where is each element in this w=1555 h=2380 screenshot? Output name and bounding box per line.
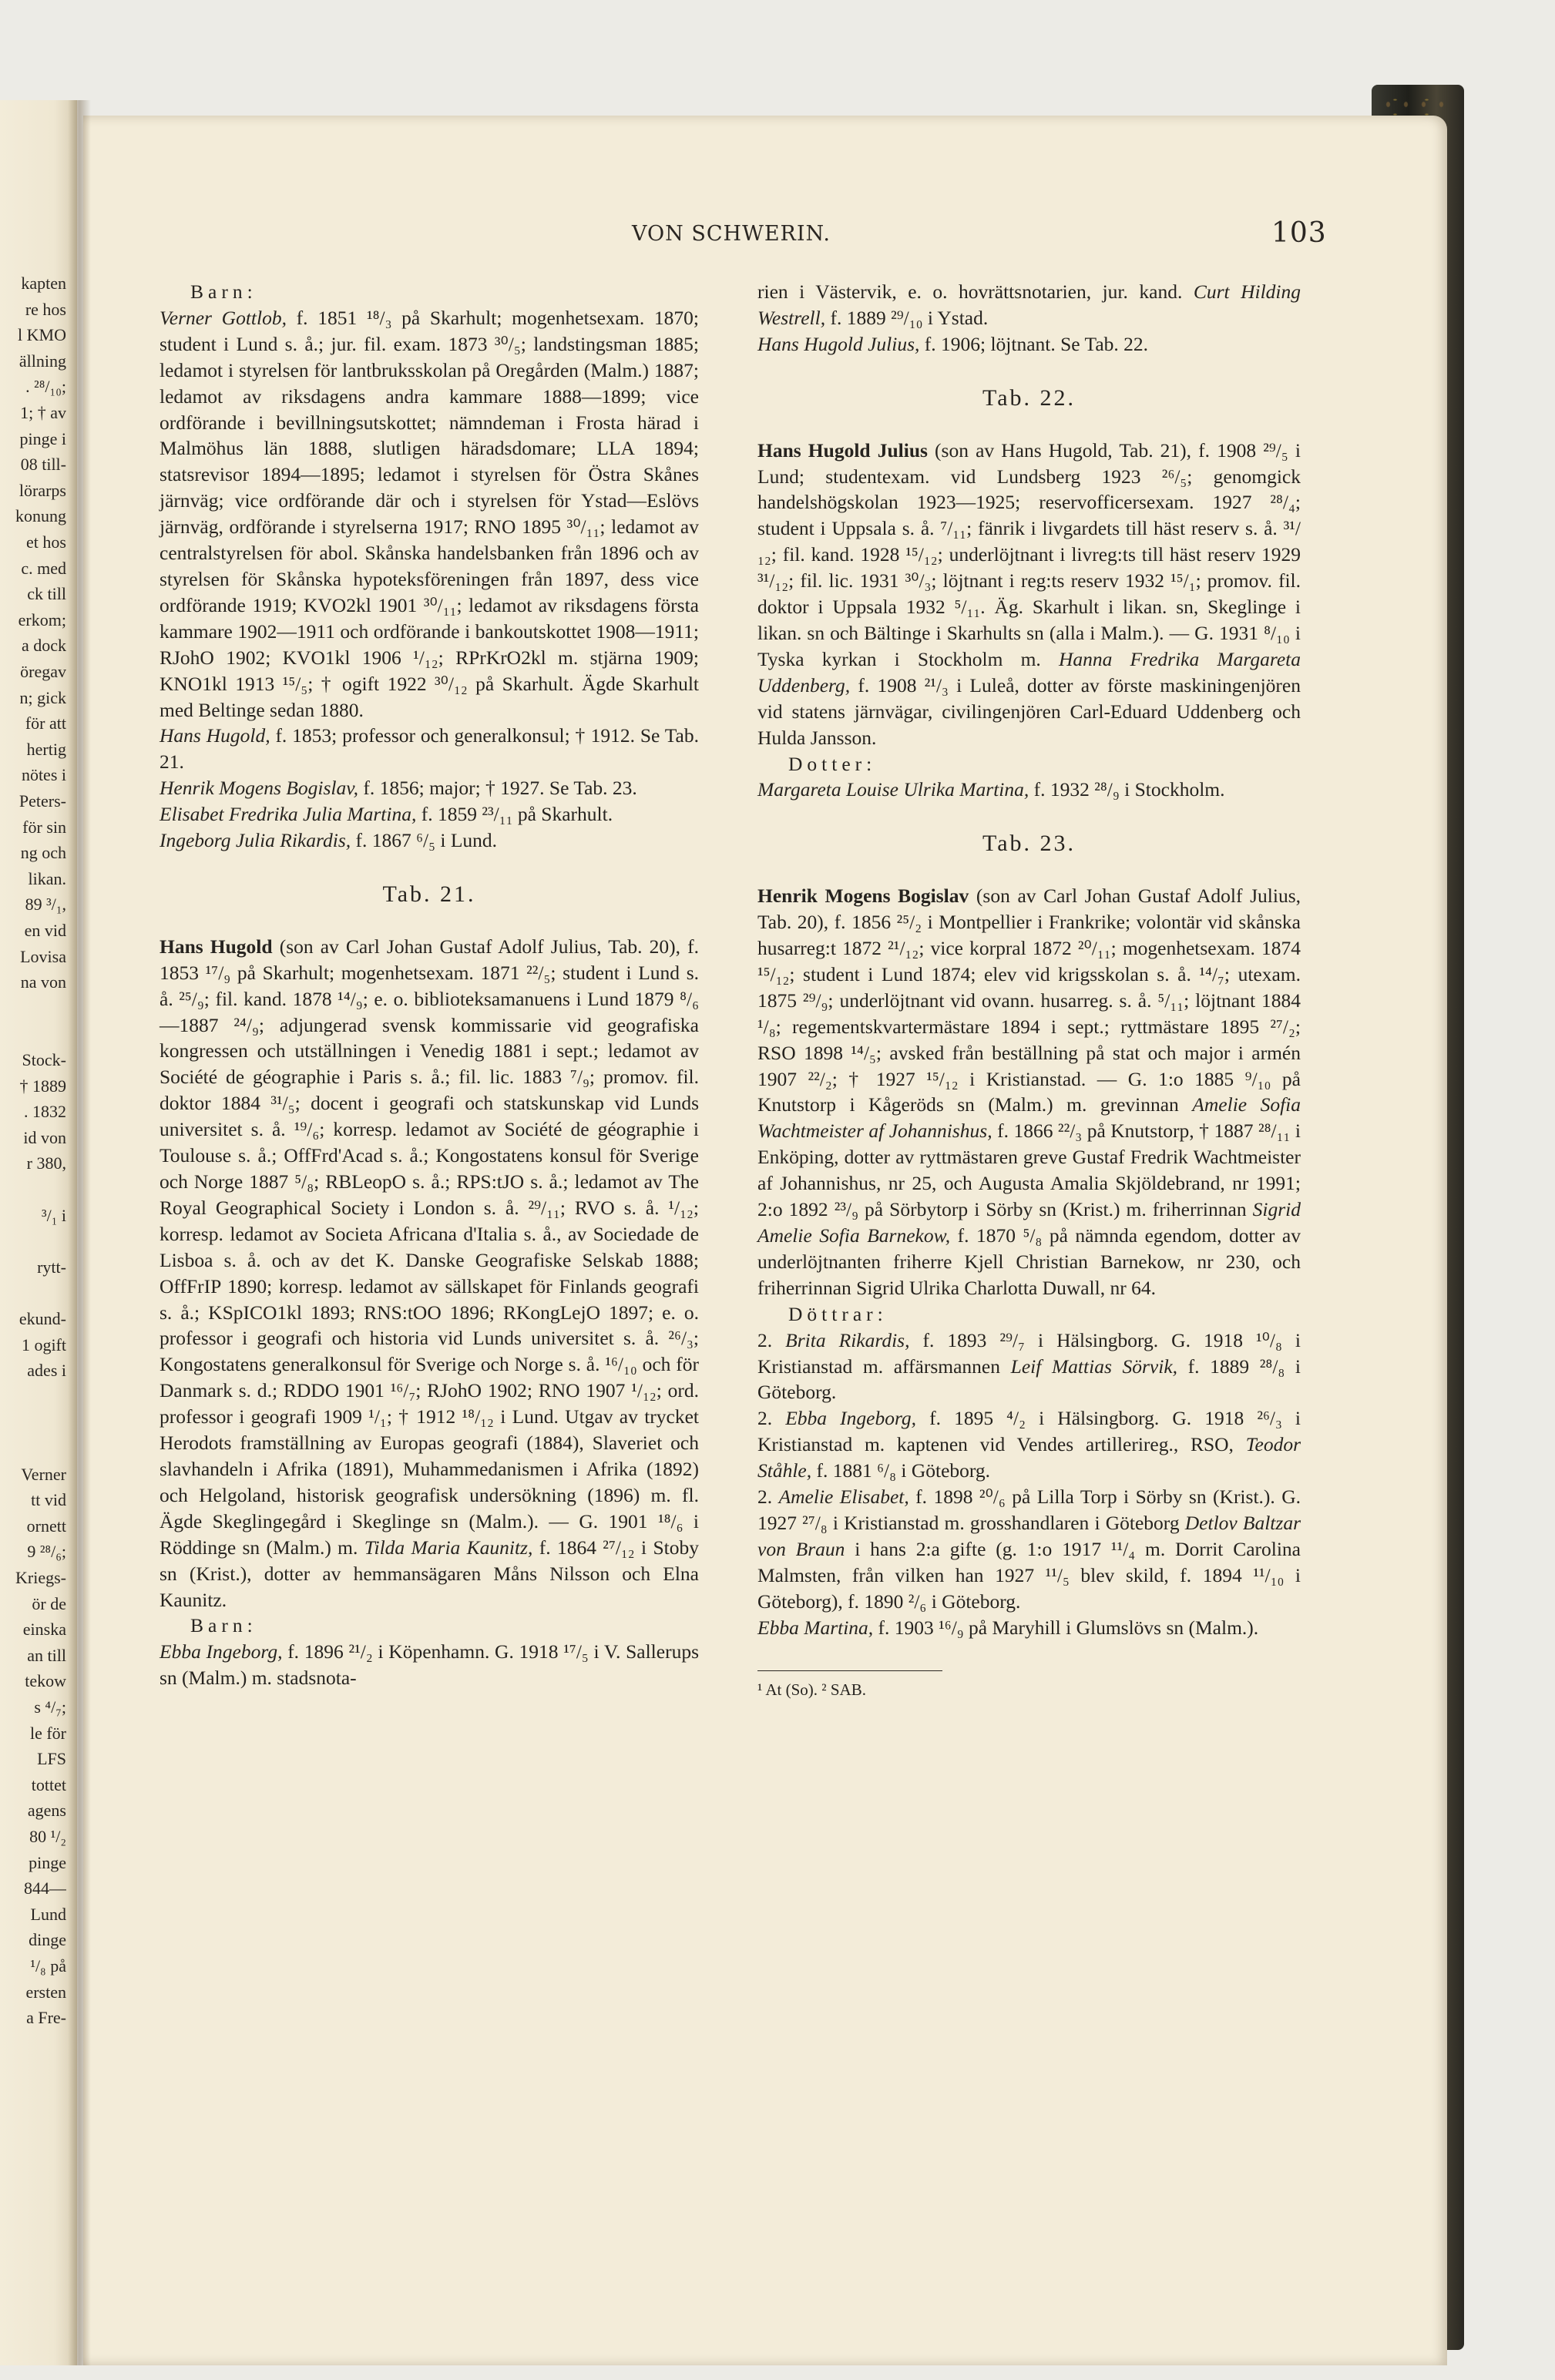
prev-page-fragment: an till [27, 1645, 66, 1665]
entry-paragraph: Henrik Mogens Bogislav (son av Carl Johan Gustaf Adolf Julius, Tab. 20), f. 1856 ²⁵/₂ i Montpellier i Frankrike; volontär vid skånska husarreg:t 1872 ²¹/₁₂; vice korpral 1872 ²⁰/₁₁; mogenhetsexam. 1874 ¹⁵/₁₂; student i Lund 1874; elev vid krigsskolan s. å. ¹⁴/₇; utexam. 1875 ²⁹/₉; underlöjtnant vid ovann. husarreg. s. å. ⁵/₁₁; löjtnant 1884 ¹/₈; regementskvartermästare 1894 i sept.; ryttmästare 1895 ²⁷/₂; RSO 1898 ¹⁴/₅; avsked från beställning på stat och major i armén 1907 ²²/₂; † 1927 ¹⁵/₁₂ i Kristianstad. — G. 1:o 1885 ⁹/₁₀ på Knutstorp i Kågeröds sn (Malm.) m. grevinnan Amelie Sofia Wachtmeister af Johannishus, f. 1866 ²²/₃ på Knutstorp, † 1887 ²⁸/₁₁ i Enköping, dotter av ryttmästaren greve Gustaf Fredrik Wachtmeister af Johannishus, nr 25, och Augusta Amalia Skjöldebrand, nr 1991; 2:o 1892 ²³/₉ på Sörbytorp i Sörby sn (Krist.) m. friherrinnan Sigrid Amelie Sofia Barnekow, f. 1870 ⁵/₈ på nämnda egendom, dotter av underlöjtnanten friherre Kjell Christian Barnekow, nr 230, och friherrinnan Sigrid Ulrika Charlotta Duwall, nr 64. [757, 885, 1301, 1299]
prev-page-fragment: öregav [20, 662, 66, 681]
entry-paragraph: Ebba Ingeborg, f. 1896 ²¹/₂ i Köpenhamn. G. 1918 ¹⁷/₅ i V. Sallerups sn (Malm.) m. stadsnota- [160, 1640, 699, 1690]
prev-page-fragment: tottet [31, 1774, 66, 1794]
prev-page-fragment: ersten [25, 1982, 66, 2002]
prev-page-fragment: einska [22, 1620, 66, 1640]
prev-page-fragment: Lund [30, 1904, 66, 1924]
prev-page-fragment: c. med [21, 558, 66, 578]
prev-page-fragment: † 1889 [19, 1076, 66, 1096]
prev-page-fragment: pinge [29, 1852, 66, 1872]
children-heading: Döttrar: [788, 1302, 888, 1325]
prev-page-fragment: re hos [25, 299, 66, 319]
prev-page-fragment: för att [25, 713, 66, 733]
prev-page-fragment: 1 ogift [21, 1334, 66, 1354]
prev-page-fragment: tt vid [31, 1490, 66, 1510]
table-heading: Tab. 23. [982, 831, 1076, 857]
prev-page-fragment: r 380, [26, 1153, 66, 1173]
prev-page-fragment: Stock- [22, 1050, 66, 1069]
page-gutter [68, 100, 91, 2365]
children-heading: Dotter: [788, 752, 877, 775]
prev-page-fragment: 08 till- [20, 455, 66, 475]
prev-page-fragment: ck till [27, 584, 66, 604]
prev-page-fragment: s ⁴/₇; [34, 1697, 66, 1717]
prev-page-fragment: ekund- [18, 1309, 66, 1328]
prev-page-fragment: ¹/₈ på [30, 1956, 66, 1976]
prev-page-fragment: agens [27, 1801, 66, 1821]
entry-paragraph: Ebba Martina, f. 1903 ¹⁶/₉ på Maryhill i Glumslövs sn (Malm.). [757, 1616, 1259, 1639]
entry-paragraph: Hans Hugold Julius, f. 1906; löjtnant. Se Tab. 22. [757, 332, 1149, 355]
prev-page-fragment: et hos [26, 532, 66, 552]
prev-page-fragment: erkom; [18, 609, 66, 629]
previous-page-edge [0, 100, 77, 2365]
table-heading: Tab. 21. [382, 881, 476, 907]
prev-page-fragment: ³/₁ i [42, 1205, 66, 1225]
entry-paragraph: 2. Ebba Ingeborg, f. 1895 ⁴/₂ i Hälsingborg. G. 1918 ²⁶/₃ i Kristianstad m. kaptenen vid Vendes artillerireg., RSO, Teodor Ståhle, f. 1881 ⁶/₈ i Göteborg. [757, 1407, 1301, 1482]
prev-page-fragment: n; gick [19, 687, 66, 707]
prev-page-fragment: 89 ³/₁, [25, 895, 66, 915]
prev-page-fragment: 1; † av [20, 403, 66, 422]
prev-page-fragment: Lovisa [20, 946, 66, 966]
prev-page-fragment: lörarps [18, 480, 66, 500]
left-column [160, 279, 699, 1691]
prev-page-fragment: l KMO [18, 325, 66, 345]
prev-page-fragment: . ²⁸/₁₀; [25, 377, 66, 397]
right-column [757, 279, 1301, 1703]
prev-page-fragment: 844— [24, 1878, 66, 1898]
footnotes: ¹ At (So). ² SAB. [757, 1680, 866, 1699]
entry-paragraph: Margareta Louise Ulrika Martina, f. 1932 ²⁸/₉ i Stockholm. [757, 778, 1225, 801]
entry-paragraph: Ingeborg Julia Rikardis, f. 1867 ⁶/₅ i Lund. [160, 829, 498, 852]
prev-page-fragment: a dock [21, 636, 66, 656]
entry-paragraph: Verner Gottlob, f. 1851 ¹⁸/₃ på Skarhult; mogenhetsexam. 1870; student i Lund s. å.; jur. fil. exam. 1873 ³⁰/₅; landstingsman 1885; ledamot i styrelsen för lantbruksskolan på Oregården (Malm.) 1887; ledamot av riksdagens andra kammare 1888—1899; vice ordförande i bevillningsutskottet; nämndeman i Frosta härad i Malmöhus län 1888, slutligen häradsdomare; LLA 1894; statsrevisor 1894—1895; ledamot i styrelsen för Östra Skånes järnväg; vice ordförande där och i styrelsen för Ystad—Eslövs järnväg, ordförande i styrelserna 1917; RNO 1895 ³⁰/₁₁; ledamot av centralstyrelsen för abol. Skånska handelsbanken från 1896 och av styrelsen för Skånska hypoteksföreningen från 1897, dess vice ordförande 1919; KVO2kl 1901 ³⁰/₁₁; ledamot av riksdagens första kammare 1902—1911 och ordförande i bankoutskottet 1908—1911; RJohO 1902; KVO1kl 1906 ¹/₁₂; RPrKrO2kl m. stjärna 1909; KNO1kl 1913 ¹⁵/₅; † ogift 1922 ³⁰/₁₂ på Skarhult. Ägde Skarhult med Beltinge sedan 1880. [160, 306, 699, 721]
prev-page-fragment: ör de [32, 1593, 66, 1613]
prev-page-fragment: na von [20, 972, 66, 992]
prev-page-fragment: le för [29, 1723, 66, 1743]
prev-page-fragment: dinge [29, 1930, 66, 1950]
footnote-rule [757, 1670, 942, 1671]
prev-page-fragment: LFS [37, 1749, 66, 1769]
entry-paragraph: Hans Hugold Julius (son av Hans Hugold, Tab. 21), f. 1908 ²⁹/₅ i Lund; studentexam. vid Lundsberg 1923 ²⁶/₅; genomgick handelshögskolan 1923—1925; reservofficersexam. 1927 ²⁸/₄; student i Uppsala s. å. ⁷/₁₁; fänrik i livgardets till häst reserv s. å. ³¹/₁₂; fil. kand. 1928 ¹⁵/₁₂; underlöjtnant i livreg:ts till häst reserv 1929 ³¹/₁₂; fil. lic. 1931 ³⁰/₃; löjtnant i reg:ts reserv 1932 ¹⁵/₁; promov. fil. doktor i Uppsala 1932 ⁵/₁₁. Äg. Skarhult i likan. sn, Skeglinge i likan. sn och Bältinge i Skarhults sn (alla i Malm.). — G. 1931 ⁸/₁₀ i Tyska kyrkan i Stockholm m. Hanna Fredrika Margareta Uddenberg, f. 1908 ²¹/₃ i Luleå, dotter av förste maskiningenjören vid statens järnvägar, civilingenjören Carl-Eduard Uddenberg och Hulda Jansson. [757, 438, 1301, 749]
prev-page-fragment: ng och [20, 843, 66, 863]
prev-page-fragment: id von [23, 1127, 66, 1147]
entry-paragraph: Henrik Mogens Bogislav, f. 1856; major; † 1927. Se Tab. 23. [160, 777, 637, 800]
prev-page-fragment: 80 ¹/₂ [29, 1827, 66, 1846]
prev-page-fragment: ornett [26, 1516, 66, 1536]
prev-page-fragment: rytt- [37, 1257, 66, 1277]
prev-page-fragment: likan. [28, 868, 66, 888]
entry-paragraph: Hans Hugold (son av Carl Johan Gustaf Adolf Julius, Tab. 20), f. 1853 ¹⁷/₉ på Skarhult; mogenhetsexam. 1871 ²²/₅; student i Lund s. å. ²⁵/₉; fil. kand. 1878 ¹⁴/₉; e. o. biblioteksamanuens i Lund 1879 ⁸/₆—1887 ²⁴/₉; adjungerad svensk kommissarie vid geografiska kongressen och utställningen i Venedig 1881 i sept.; ledamot av Société de géographie i Paris s. å.; fil. lic. 1883 ⁷/₉; promov. fil. doktor 1884 ³¹/₅; docent i geografi och statskunskap vid Lunds universitet s. å. ¹⁹/₆; korresp. ledamot av Société de géographie i Toulouse s. å.; OffFrd'Acad s. å.; Kongostatens konsul för Sverige och Norge 1887 ⁵/₈; RBLeopO s. å.; RPS:tJO s. å.; ledamot av The Royal Geographical Society i London s. å. ²⁹/₁₁; RVO s. å. ¹/₁₂; korresp. ledamot av Societa Africana d'Italia s. å., av Sociedade de Lisboa s. å. och av det K. Danske Geografiske Selskab 1888; OffFrIP 1890; korresp. ledamot av sällskapet för Finlands geografi s. å.; KSpICO1kl 1893; RNS:tOO 1896; RKongLejO 1897; e. o. professor i geografi och historia vid Lunds universitet s. å. ²⁶/₃; Kongostatens generalkonsul för Sverige och Norge s. å. ¹⁶/₁₀ och för Danmark s. d.; RDDO 1901 ¹⁶/₇; RJohO 1902; RNO 1907 ¹/₁₂; ord. professor i geografi 1909 ¹/₁; † 1912 ¹⁸/₁₂ i Lund. Utgav av trycket Herodots framställning av Europas geografi (1884), Slaveriet och slavhandeln i Afrika (1891), Muhammedanismen i Afrika (1892) och Helgoland, historisk geografisk undersökning (1896) m. fl. Ägde Skeglingegård i Skeglinge sn (Malm.). — G. 1901 ¹⁸/₆ i Röddinge sn (Malm.) m. Tilda Maria Kaunitz, f. 1864 ²⁷/₁₂ i Stoby sn (Krist.), dotter av hemmansägaren Måns Nilsson och Elna Kaunitz. [160, 935, 700, 1611]
entry-paragraph: 2. Amelie Elisabet, f. 1898 ²⁰/₆ på Lilla Torp i Sörby sn (Krist.). G. 1927 ²⁷/₈ i Kristianstad m. grosshandlaren i Göteborg Detlov Baltzar von Braun i hans 2:a gifte (g. 1:o 1917 ¹¹/₄ m. Dorrit Carolina Malmsten, från vilken han 1927 ¹¹/₅ blev skild, f. 1894 ¹¹/₁₀ i Göteborg), f. 1890 ²/₆ i Göteborg. [757, 1485, 1301, 1613]
prev-page-fragment: hertig [26, 739, 66, 759]
prev-page-fragment: nötes i [21, 765, 66, 785]
running-head: VON SCHWERIN. [632, 222, 831, 246]
prev-page-fragment: ällning [18, 351, 66, 371]
table-heading: Tab. 22. [982, 384, 1076, 411]
prev-page-fragment: för sin [22, 817, 66, 837]
entry-paragraph: rien i Västervik, e. o. hovrättsnotarien, jur. kand. Curt Hilding Westrell, f. 1889 ²⁹/₁₀ i Ystad. [757, 280, 1301, 329]
prev-page-fragment: . 1832 [24, 1102, 66, 1122]
prev-page-fragment: en vid [24, 921, 66, 940]
prev-page-fragment: Kriegs- [15, 1568, 66, 1587]
prev-page-fragment: 9 ²⁸/₆; [27, 1542, 66, 1562]
children-heading: Barn: [190, 1614, 257, 1637]
prev-page-fragment: Peters- [18, 791, 66, 811]
entry-paragraph: Hans Hugold, f. 1853; professor och generalkonsul; † 1912. Se Tab. 21. [160, 724, 699, 774]
prev-page-fragment: pinge i [19, 428, 66, 448]
entry-paragraph: 2. Brita Rikardis, f. 1893 ²⁹/₇ i Hälsingborg. G. 1918 ¹⁰/₈ i Kristianstad m. affärsmannen Leif Mattias Sörvik, f. 1889 ²⁸/₈ i Göteborg. [757, 1328, 1301, 1404]
prev-page-fragment: a Fre- [26, 2008, 66, 2028]
prev-page-fragment: kapten [21, 274, 66, 293]
children-heading: Barn: [190, 280, 257, 303]
prev-page-fragment: ades i [27, 1361, 66, 1381]
prev-page-fragment: tekow [25, 1671, 66, 1691]
page-number: 103 [1271, 217, 1327, 249]
prev-page-fragment: konung [15, 506, 66, 526]
entry-paragraph: Elisabet Fredrika Julia Martina, f. 1859 ²³/₁₁ på Skarhult. [160, 803, 613, 826]
prev-page-fragment: Verner [21, 1464, 66, 1484]
